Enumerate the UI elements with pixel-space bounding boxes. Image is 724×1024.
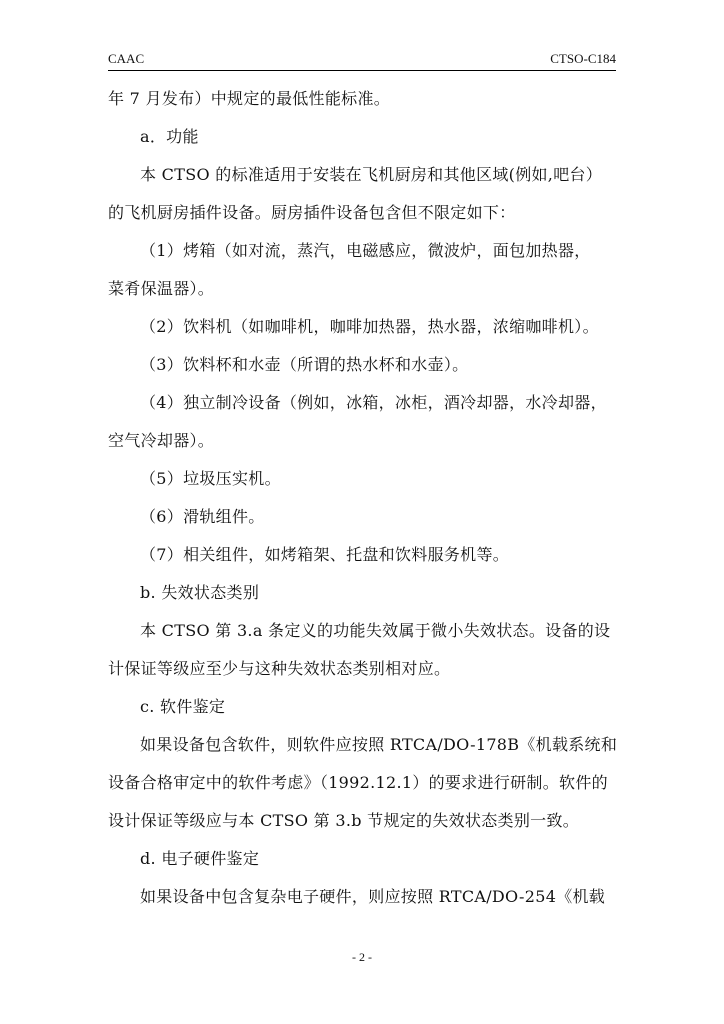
text-line: 本 CTSO 第 3.a 条定义的功能失效属于微小失效状态。设备的设 xyxy=(140,621,611,640)
list-item: （3）饮料杯和水壶（所谓的热水杯和水壶）。 xyxy=(140,355,469,374)
header-doc-id: CTSO-C184 xyxy=(550,51,616,66)
list-item: （7）相关组件，如烤箱架、托盘和饮料服务机等。 xyxy=(140,545,510,564)
text-line: 如果设备包含软件，则软件应按照 RTCA/DO-178B《机载系统和 xyxy=(140,735,618,754)
text-line: 年 7 月发布）中规定的最低性能标准。 xyxy=(108,89,391,108)
section-heading-c: c. 软件鉴定 xyxy=(140,697,226,716)
text-line: 如果设备中包含复杂电子硬件，则应按照 RTCA/DO-254《机载 xyxy=(140,887,606,906)
text-line: 的飞机厨房插件设备。厨房插件设备包含但不限定如下： xyxy=(108,203,516,222)
page-number: - 2 - xyxy=(352,950,372,964)
text-line: 本 CTSO 的标准适用于安装在飞机厨房和其他区域(例如,吧台） xyxy=(140,165,603,184)
text-line: 菜肴保温器）。 xyxy=(108,279,215,298)
list-item: （4）独立制冷设备（例如，冰箱，冰柜，酒冷却器，水冷却器， xyxy=(140,393,607,412)
list-item: （5）垃圾压实机。 xyxy=(140,469,281,488)
text-line: 设备合格审定中的软件考虑》（1992.12.1）的要求进行研制。软件的 xyxy=(108,773,608,792)
text-line: 设计保证等级应与本 CTSO 第 3.b 节规定的失效状态类别一致。 xyxy=(108,811,580,830)
section-heading-d: d. 电子硬件鉴定 xyxy=(140,849,260,868)
section-heading-a: a．功能 xyxy=(140,127,199,146)
page-header xyxy=(108,50,616,71)
section-heading-b: b. 失效状态类别 xyxy=(140,583,260,602)
list-item: （6）滑轨组件。 xyxy=(140,507,265,526)
header-org: CAAC xyxy=(108,51,145,66)
list-item: （1）烤箱（如对流，蒸汽，电磁感应，微波炉，面包加热器， xyxy=(140,241,591,260)
text-line: 计保证等级应至少与这种失效状态类别相对应。 xyxy=(108,659,451,678)
text-line: 空气冷却器）。 xyxy=(108,431,215,450)
list-item: （2）饮料机（如咖啡机，咖啡加热器，热水器，浓缩咖啡机）。 xyxy=(140,317,599,336)
